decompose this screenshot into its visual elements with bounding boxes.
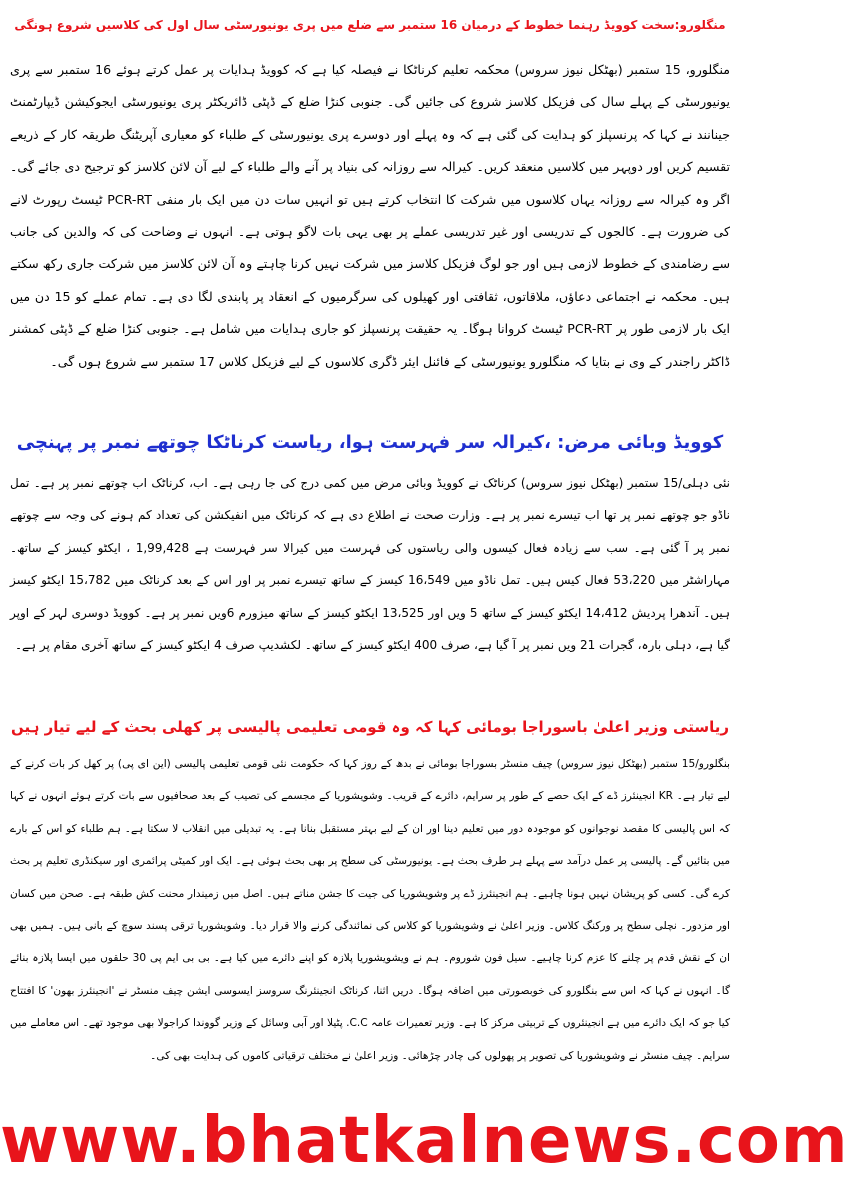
headline-education-policy: ریاستی وزیر اعلیٰ باسوراجا بومائی کہا کہ وہ قومی تعلیمی پالیسی پر کھلی بحث کے لیے تیار ہیں [11,718,729,737]
site-url-banner: www.bhatkalnews.com [0,1104,849,1178]
article-body: بنگلورو/15 ستمبر (بھٹکل نیوز سروس) چیف منسٹر بسوراجا بومائی نے بدھ کے روز کہا کہ حکومت نئی قومی تعلیمی پالیسی (این ای پی) پر کھل کر بات کرنے کے لیے تیار ہے۔ KR انجینئرز ڈے کے ایک حصے کے طور پر سرایم، دائرے کے قریب۔ وشویشوریا کے مجسمے کی تصیب کے بعد صحافیوں سے بات کرتے ہوئے انہوں نے کہا کہ اس پالیسی کا مقصد نوجوانوں کو موجودہ دور میں تعلیم دینا اور ان کے لیے بہتر مستقبل بنانا ہے۔ یہ تبدیلی میں انقلاب لا سکتا ہے۔ ہم طلباء کو اس کے بارے میں بتائیں گے۔ پالیسی پر عمل درآمد سے پہلے ہر طرف بحث ہے۔ یونیورسٹی کی سطح پر بھی بحث ہوئی ہے۔ ایک اور کمیٹی پرائمری اور سیکنڈری تعلیم پر بحث کرے گی۔ کسی کو پریشان نہیں ہونا چاہیے۔ ہم انجینئرز ڈے پر وشویشوریا کی جیت کا جشن مناتے ہیں۔ اصل میں زمیندار محنت کش طبقہ ہے۔ صحن میں کسان اور مزدور۔ نچلی سطح پر ورکنگ کلاس۔ وزیر اعلیٰ نے وشویشوریا کو کلاس کی نمائندگی کرنے والا قرار دیا۔ وشویشوریا ترقی پسند سوچ کے بانی ہیں۔ ہمیں بھی ان کے نقش قدم پر چلنے کا عزم کرنا چاہیے۔ سیل فون شوروم۔ ہم نے ویشویشوریا پلازہ کو اپنے دائرے میں کیا ہے۔ بی بی ایم پی 30 حلقوں میں ایسا پلازہ بنائے گا۔ انہوں نے کہا کہ اس سے بنگلورو کی خوبصورتی میں اضافہ ہوگا۔ دریں اثنا، کرناٹک انجینئرنگ سروسز ایسوسی ایشن چیف منسٹر نے 'انجینئرز بھون' کا افتتاح کیا جو کہ ایک دائرے میں ہے انجینئروں کے تربیتی مرکز کا ہے۔ وزیر تعمیرات عامہ C.C. پٹیلا اور آبی وسائل کے وزیر گووندا کراجولا بھی موجود تھے۔ اس معاملے میں سرایم۔ چیف منسٹر نے وشویشوریا کی تصویر پر پھولوں کی چادر چڑھائی۔ وزیر اعلیٰ نے مختلف ترقیاتی کاموں کی ہدایت بھی کی۔ [10,758,730,1062]
article-education-policy [10,748,730,1098]
article-pu-classes [10,54,730,384]
article-covid-states [10,467,730,677]
headline-covid-states: کوویڈ وبائی مرض: ،کیرالہ سر فہرست ہوا، ریاست کرناٹکا چوتھے نمبر پر پہنچی [16,432,724,454]
article-body: نئی دہلی/15 ستمبر (بھٹکل نیوز سروس) کرناٹک نے کوویڈ وبائی مرض میں کمی درج کی جا رہی ہے۔ اب، کرناٹک اب چوتھے نمبر پر ہے۔ تمل ناڈو جو چوتھے نمبر پر تھا اب تیسرے نمبر پر ہے۔ وزارت صحت نے اطلاع دی ہے کہ کرناٹک میں انفیکشن کی تعداد کم ہونے کی وجہ سے چوتھے نمبر پر آ گئی ہے۔ سب سے زیادہ فعال کیسوں والی ریاستوں کی فہرست میں کیرالا سر فہرست ہے 1,99,428 ، ایکٹو کیسز کے ساتھ۔ مہاراشٹر میں 53،220 فعال کیس ہیں۔ تمل ناڈو میں 16،549 کیسز کے ساتھ تیسرے نمبر پر اور اس کے بعد کرناٹک میں 15،782 ایکٹو کیسز ہیں۔ آندھرا پردیش 14،412 ایکٹو کیسز کے ساتھ 5 ویں اور 13،525 ایکٹو کیسز کے ساتھ میزورم 6ویں نمبر پر ہے۔ کوویڈ دوسری لہر کے اوپر گیا ہے، دہلی بارہ، گجرات 21 ویں نمبر پر آ گیا ہے، صرف 400 ایکٹو کیسز کے ساتھ۔ لکشدیپ صرف 4 ایکٹو کیسز کے ساتھ آخری مقام پر ہے۔ [10,476,731,653]
article-body: منگلورو، 15 ستمبر (بھٹکل نیوز سروس) محکمہ تعلیم کرناٹکا نے فیصلہ کیا ہے کہ کوویڈ ہدایات پر عمل کرتے ہوئے 16 ستمبر سے پری یونیورسٹی کے پہلے سال کی فزیکل کلاسز شروع کی جائیں گی۔ جنوبی کنڑا ضلع کے ڈپٹی ڈائریکٹر پری یونیورسٹی ایجوکیشن ڈیپارٹمنٹ جینانند نے کہا کہ پرنسپلز کو ہدایت کی گئی ہے کہ وہ پہلے اور دوسرے پری یونیورسٹی کے طلباء کو معیاری آپریٹنگ طریقہ کار کے ذریعے تقسیم کریں اور دوپہر میں کلاسیں منعقد کریں۔ کیرالہ سے روزانہ کی بنیاد پر آنے والے طلباء کے لیے آن لائن کلاسز کو ترجیح دی جائے گی۔ اگر وہ کیرالہ سے روزانہ یہاں کلاسوں میں شرکت کا انتخاب کرتے ہیں تو انہیں سات دن میں ایک بار منفی PCR-RT ٹیسٹ رپورٹ لانے کی ضرورت ہے۔ کالجوں کے تدریسی اور غیر تدریسی عملے پر بھی یہی بات لاگو ہوتی ہے۔ انہوں نے وضاحت کی کہ والدین کی جانب سے رضامندی کے خطوط لازمی ہیں اور جو لوگ فزیکل کلاسز میں شرکت نہیں کرنا چاہتے وہ آن لائن کلاسز میں شرکت جاری رکھ سکتے ہیں۔ محکمہ نے اجتماعی دعاؤں، ملاقاتوں، ثقافتی اور کھیلوں کی سرگرمیوں کے انعقاد پر پابندی لگا دی ہے۔ تمام عملے کو 15 دن میں ایک بار لازمی طور پر PCR-RT ٹیسٹ کروانا ہوگا۔ یہ حقیقت پرنسپلز کو جاری ہدایات میں شامل ہے۔ جنوبی کنڑا ضلع کے ڈپٹی کمشنر ڈاکٹر راجندر کے وی نے بتایا کہ منگلورو یونیورسٹی کے فائنل ایئر ڈگری کلاسوں کے لیے فزیکل کلاس 17 ستمبر سے شروع ہوں گی۔ [10,62,730,369]
headline-pu-classes: منگلورو:سخت کوویڈ رہنما خطوط کے درمیان 16 ستمبر سے ضلع میں پری یونیورسٹی سال اول کی کلاسیں شروع ہونگی [14,18,726,33]
